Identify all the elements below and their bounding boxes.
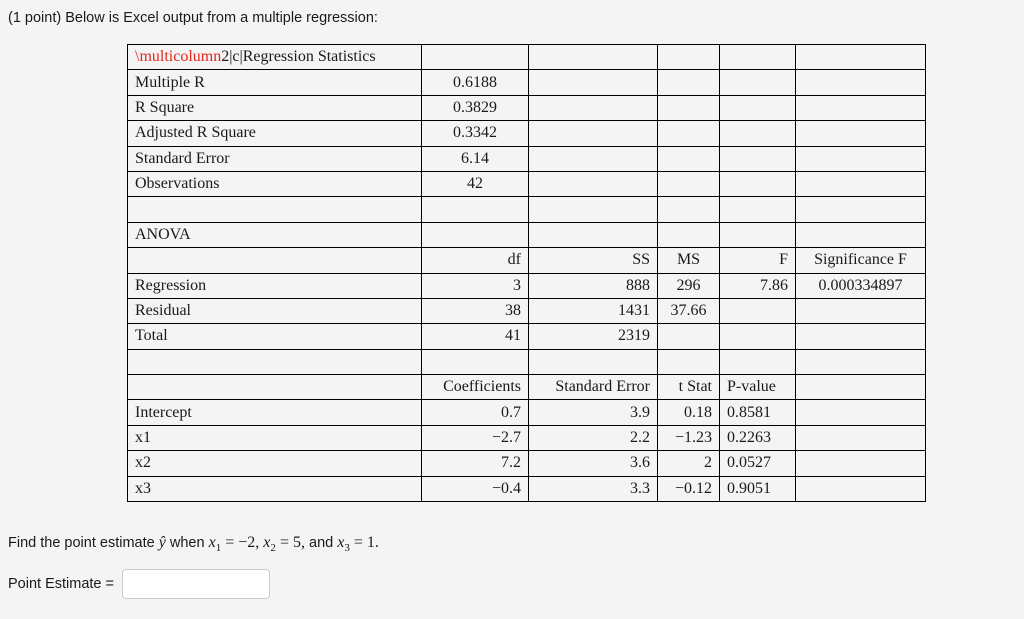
table-cell: 296 xyxy=(658,273,720,298)
table-cell: 888 xyxy=(529,273,658,298)
table-row xyxy=(128,222,926,247)
table-cell: 3.9 xyxy=(529,400,658,425)
table-cell xyxy=(720,298,796,323)
table-cell: ANOVA xyxy=(128,222,422,247)
table-cell xyxy=(720,70,796,95)
table-row xyxy=(128,248,926,273)
table-cell xyxy=(529,95,658,120)
regression-statistics-title: 2|c|Regression Statistics xyxy=(221,48,376,66)
table-cell: 42 xyxy=(422,171,529,196)
when-text: when xyxy=(169,535,205,551)
table-cell: MS xyxy=(658,248,720,273)
table-cell: −0.4 xyxy=(422,476,529,501)
table-cell xyxy=(796,425,926,450)
table-cell xyxy=(720,95,796,120)
table-cell: 3.3 xyxy=(529,476,658,501)
table-cell xyxy=(720,45,796,70)
latex-command-text: \multicolumn xyxy=(135,48,222,66)
and-text: and xyxy=(309,535,334,551)
table-cell xyxy=(796,146,926,171)
table-cell xyxy=(529,70,658,95)
table-cell xyxy=(796,197,926,222)
table-cell: 0.2263 xyxy=(720,425,796,450)
table-cell xyxy=(720,146,796,171)
table-cell: 2319 xyxy=(529,324,658,349)
table-cell: Multiple R xyxy=(128,70,422,95)
table-cell xyxy=(529,197,658,222)
table-cell xyxy=(422,222,529,247)
table-row xyxy=(128,476,926,501)
table-cell: 0.3829 xyxy=(422,95,529,120)
find-instruction xyxy=(8,534,379,554)
table-row xyxy=(128,121,926,146)
table-cell: −0.12 xyxy=(658,476,720,501)
table-cell: Coefficients xyxy=(422,375,529,400)
table-cell xyxy=(720,171,796,196)
table-cell: 41 xyxy=(422,324,529,349)
table-cell xyxy=(128,197,422,222)
table-row xyxy=(128,375,926,400)
point-estimate-label: Point Estimate = xyxy=(8,576,114,592)
table-cell: 0.18 xyxy=(658,400,720,425)
table-cell: df xyxy=(422,248,529,273)
table-cell xyxy=(720,349,796,374)
table-cell xyxy=(422,349,529,374)
question-header: (1 point) Below is Excel output from a multiple regression: xyxy=(8,10,378,26)
table-row xyxy=(128,45,926,70)
table-cell: Total xyxy=(128,324,422,349)
table-cell: 6.14 xyxy=(422,146,529,171)
table-cell xyxy=(422,45,529,70)
y-hat-symbol: ŷ xyxy=(158,534,166,551)
table-cell xyxy=(529,146,658,171)
table-cell xyxy=(128,349,422,374)
x2-value: = 5, xyxy=(279,534,305,551)
find-prefix: Find the point estimate xyxy=(8,535,155,551)
table-cell: Residual xyxy=(128,298,422,323)
table-cell xyxy=(658,222,720,247)
table-row xyxy=(128,95,926,120)
table-cell: 0.6188 xyxy=(422,70,529,95)
table-cell: Standard Error xyxy=(128,146,422,171)
table-cell: x3 xyxy=(128,476,422,501)
table-cell: 3 xyxy=(422,273,529,298)
table-cell: R Square xyxy=(128,95,422,120)
x2-var: $x_2$ xyxy=(263,534,276,555)
x1-value: = −2, xyxy=(225,534,260,551)
table-cell: 37.66 xyxy=(658,298,720,323)
table-row xyxy=(128,171,926,196)
table-row xyxy=(128,70,926,95)
point-estimate-input[interactable] xyxy=(122,569,270,599)
x3-value: = 1. xyxy=(353,534,379,551)
table-row xyxy=(128,298,926,323)
table-cell xyxy=(658,70,720,95)
table-cell xyxy=(422,197,529,222)
table-cell: P-value xyxy=(720,375,796,400)
table-row xyxy=(128,324,926,349)
table-cell: 38 xyxy=(422,298,529,323)
table-cell: Adjusted R Square xyxy=(128,121,422,146)
table-cell xyxy=(529,171,658,196)
table-cell: 0.0527 xyxy=(720,451,796,476)
table-cell: 2.2 xyxy=(529,425,658,450)
table-cell: 7.2 xyxy=(422,451,529,476)
table-cell xyxy=(658,121,720,146)
table-cell: −2.7 xyxy=(422,425,529,450)
table-cell: SS xyxy=(529,248,658,273)
table-cell xyxy=(658,146,720,171)
table-cell: Significance F xyxy=(796,248,926,273)
table-cell: 0.7 xyxy=(422,400,529,425)
table-cell: 0.9051 xyxy=(720,476,796,501)
table-cell: 0.3342 xyxy=(422,121,529,146)
table-cell xyxy=(658,197,720,222)
table-cell: −1.23 xyxy=(658,425,720,450)
table-cell xyxy=(658,45,720,70)
table-cell xyxy=(720,222,796,247)
table-cell xyxy=(658,349,720,374)
table-cell xyxy=(796,70,926,95)
table-cell: t Stat xyxy=(658,375,720,400)
table-cell xyxy=(128,375,422,400)
x1-var: $x_1$ xyxy=(208,534,222,555)
table-cell xyxy=(529,121,658,146)
table-cell xyxy=(128,248,422,273)
table-cell xyxy=(796,349,926,374)
table-row xyxy=(128,425,926,450)
table-cell xyxy=(796,451,926,476)
regression-output-table xyxy=(127,44,926,502)
table-cell: 0.000334897 xyxy=(796,273,926,298)
table-cell: Standard Error xyxy=(529,375,658,400)
table-row xyxy=(128,146,926,171)
table-row xyxy=(128,197,926,222)
table-cell xyxy=(529,222,658,247)
table-cell xyxy=(658,95,720,120)
table-cell xyxy=(720,121,796,146)
table-row xyxy=(128,451,926,476)
table-cell xyxy=(796,171,926,196)
table-cell xyxy=(529,45,658,70)
table-cell xyxy=(796,476,926,501)
table-cell xyxy=(796,298,926,323)
x3-var: $x_3$ xyxy=(337,534,350,555)
table-cell xyxy=(128,45,422,70)
table-row xyxy=(128,349,926,374)
table-cell xyxy=(796,45,926,70)
table-cell xyxy=(720,197,796,222)
table-cell xyxy=(720,324,796,349)
table-cell: F xyxy=(720,248,796,273)
table-cell: 7.86 xyxy=(720,273,796,298)
table-cell xyxy=(796,324,926,349)
table-cell xyxy=(658,324,720,349)
table-row xyxy=(128,273,926,298)
table-cell: 0.8581 xyxy=(720,400,796,425)
table-cell xyxy=(796,222,926,247)
table-cell: x1 xyxy=(128,425,422,450)
table-cell: 3.6 xyxy=(529,451,658,476)
table-cell: 2 xyxy=(658,451,720,476)
table-cell xyxy=(796,375,926,400)
table-cell: Intercept xyxy=(128,400,422,425)
table-cell: Regression xyxy=(128,273,422,298)
table-cell xyxy=(796,400,926,425)
table-cell: 1431 xyxy=(529,298,658,323)
table-row xyxy=(128,400,926,425)
table-cell: x2 xyxy=(128,451,422,476)
table-cell xyxy=(529,349,658,374)
table-cell xyxy=(796,95,926,120)
table-cell xyxy=(658,171,720,196)
table-cell xyxy=(796,121,926,146)
answer-row xyxy=(8,569,270,599)
table-cell: Observations xyxy=(128,171,422,196)
